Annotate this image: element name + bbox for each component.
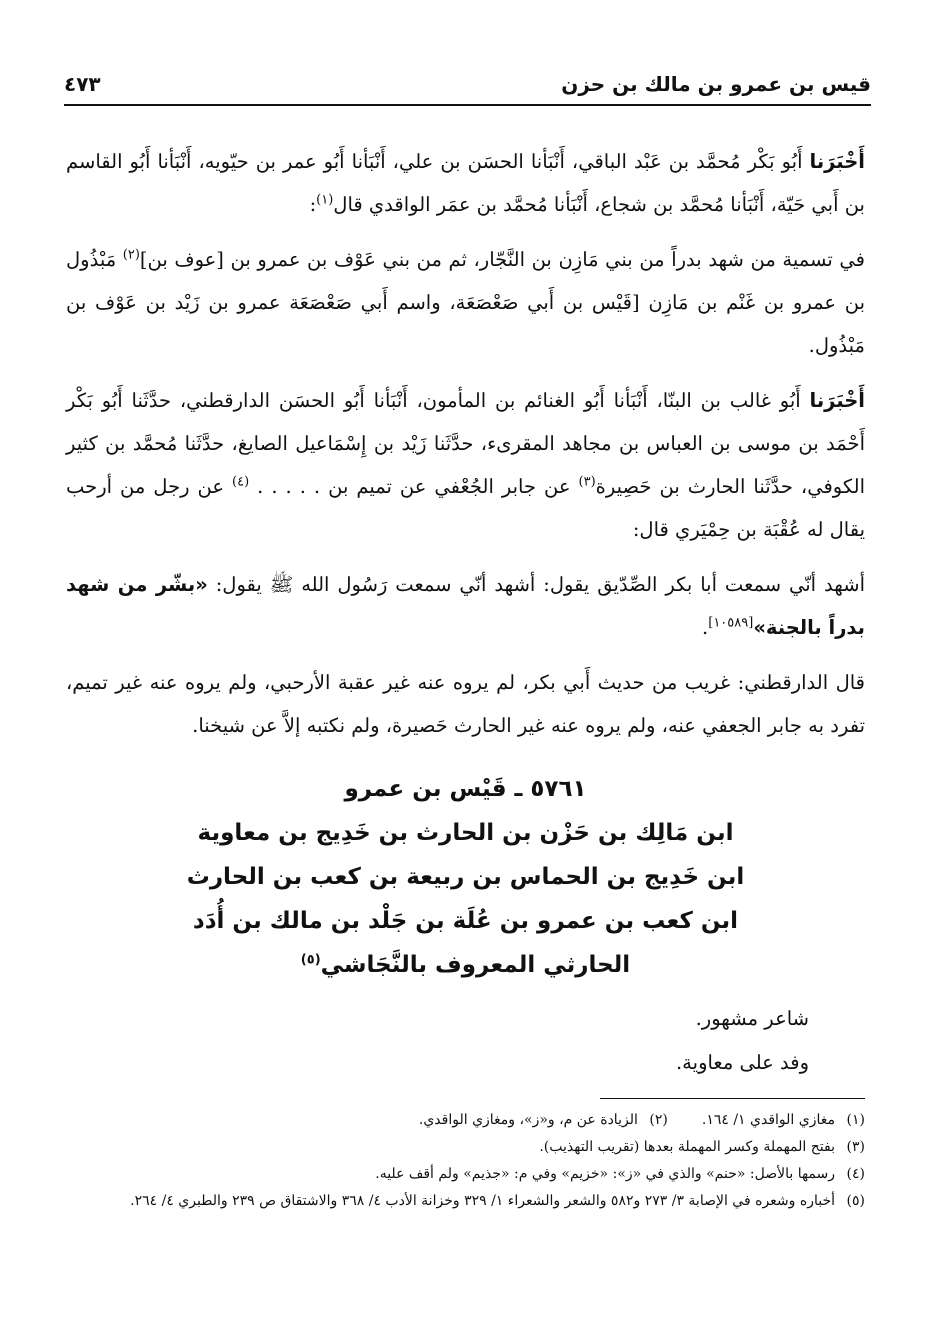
entry-line: ٥٧٦١ ـ قَيْس بن عمرو [344,776,587,802]
paragraph-5 [66,661,865,747]
hadith-text: «بشّر من شهد بدراً بالجنة» [66,573,865,639]
running-title: قيس بن عمرو بن مالك بن حزن [561,72,871,96]
footnote-text: رسمها بالأصل: «حنم» والذي في «ز»: «خزيم» وفي م: «جذيم» ولم أقف عليه. [375,1166,835,1182]
paragraph-text: أَبُو بَكْر مُحمَّد بن عَبْد الباقي، أَنْبَأنا الحسَن بن علي، أَنْبَأنا أَبُو عمر بن حيّويه، أَنْبَأنا أَبُو القاسم بن أَبي حَيّة، أَنْبَأنا مُحمَّد بن شجاع، أَنْبَأنا مُحمَّد بن عمَر الواقدي قال [66,150,865,216]
footnote-number: (٢) [649,1112,668,1128]
footnote-text: أخباره وشعره في الإصابة ٣/ ٢٧٣ و٥٨٢ والشعر والشعراء ١/ ٣٢٩ وخزانة الأدب ٤/ ٣٦٨ والاشتقاق ص ٢٣٩ والطبري ٤/ ٢٦٤. [130,1193,835,1209]
paragraph-tail: مَبْذُول بن عمرو بن غَنْم بن مَازِن [قَيْس بن أَبي صَعْصَعَة، واسم أَبي صَعْصَعَة عمرو بن زَيْد بن عَوْف بن مَبْذُول. [66,248,865,357]
paragraph-tail: : [309,193,317,216]
page-number: ٤٧٣ [64,72,101,96]
entry-line-last [66,943,865,987]
paragraph-text: قال الدارقطني: غريب من حديث أَبي بكر، لم يروه عنه غير عقبة الأرحبي، ولم يروه عنه غير تميم، تفرد به جابر الجعفي عنه، ولم يروه عنه غير الحارث حَصيرة، ولم نكتبه إلاَّ عن شيخنا. [66,671,865,737]
paragraph-text: أَبُو غالب بن البنّا، أَنْبَأنا أَبُو الغنائم بن المأمون، أَنْبَأنا أَبُو الحسَن الدارقطني، حدَّثَنا أَبُو بَكْر أَحْمَد بن موسى بن العباس بن مجاهد المقرىء، حدَّثَنا زَيْد بن إِسْمَاعيل الصايغ، حدَّثَنا مُحمَّد بن كثير الكوفي، حدَّثَنا الحارث بن حَصِيرة [66,389,865,498]
paragraph-1 [66,140,865,226]
lead-word: أَخْبَرَنا [809,150,865,173]
footnote-ref: (٥) [300,952,321,968]
main-text [66,140,865,1085]
footnote-ref: (٢) [122,247,140,263]
page-header [64,70,871,106]
paragraph-text: أشهد أنّي سمعت أبا بكر الصِّدّيق يقول: أشهد أنّي سمعت رَسُول الله ﷺ يقول: [207,573,865,596]
entry-line: ابن مَالِك بن حَزْن بن الحارث بن خَدِيج بن معاوية [197,820,734,846]
footnote-5 [66,1188,865,1215]
paragraph-3 [66,379,865,551]
footnote-ref: (١) [316,192,334,208]
short-line-1: شاعر مشهور. [695,1007,809,1030]
paragraph-2 [66,238,865,367]
footnote-text: بفتح المهملة وكسر المهملة بعدها (تقريب التهذيب). [539,1139,835,1155]
footnote-ref: (٣) [578,474,596,490]
lead-word: أَخْبَرَنا [809,389,865,412]
paragraph-text: في تسمية من شهد بدراً من بني مَازِن بن النَّجّار، ثم من بني عَوْف بن عمرو بن [عوف بن] [139,248,865,271]
paragraph-tail: عن رجل من أرحب يقال له عُقْبَة بن حِمْيَري قال: [66,475,865,541]
paragraph-4 [66,563,865,649]
footnote-1 [702,1107,865,1134]
footnote-text: الزيادة عن م، و«ز»، ومغازي الواقدي. [418,1112,638,1128]
footnote-number: (٥) [846,1193,865,1209]
footnote-text: مغازي الواقدي ١/ ١٦٤. [701,1112,835,1128]
entry-heading [66,767,865,987]
paragraph-tail: عن جابر الجُعْفي عن تميم بن . . . . . [249,475,579,498]
footnote-row [66,1107,865,1134]
footnote-number: (١) [846,1112,865,1128]
footnotes [66,1098,865,1215]
paragraph-tail: . [702,616,709,639]
short-line-2: وفد على معاوية. [675,1051,809,1074]
footnote-4 [66,1161,865,1188]
footnote-ref: (٤) [232,474,250,490]
footnote-3 [66,1134,865,1161]
footnote-2 [419,1107,668,1134]
entry-line: الحارثي المعروف بالنَّجَاشي [320,952,631,978]
entry-line: ابن خَدِيج بن الحماس بن ربيعة بن كعب بن الحارث [186,864,745,890]
footnote-number: (٣) [846,1139,865,1155]
footnote-number: (٤) [846,1166,865,1182]
entry-line: ابن كعب بن عمرو بن عُلَة بن جَلْد بن مالك بن أُدَد [192,908,739,934]
hadith-number: [١٠٥٨٩] [708,615,754,631]
